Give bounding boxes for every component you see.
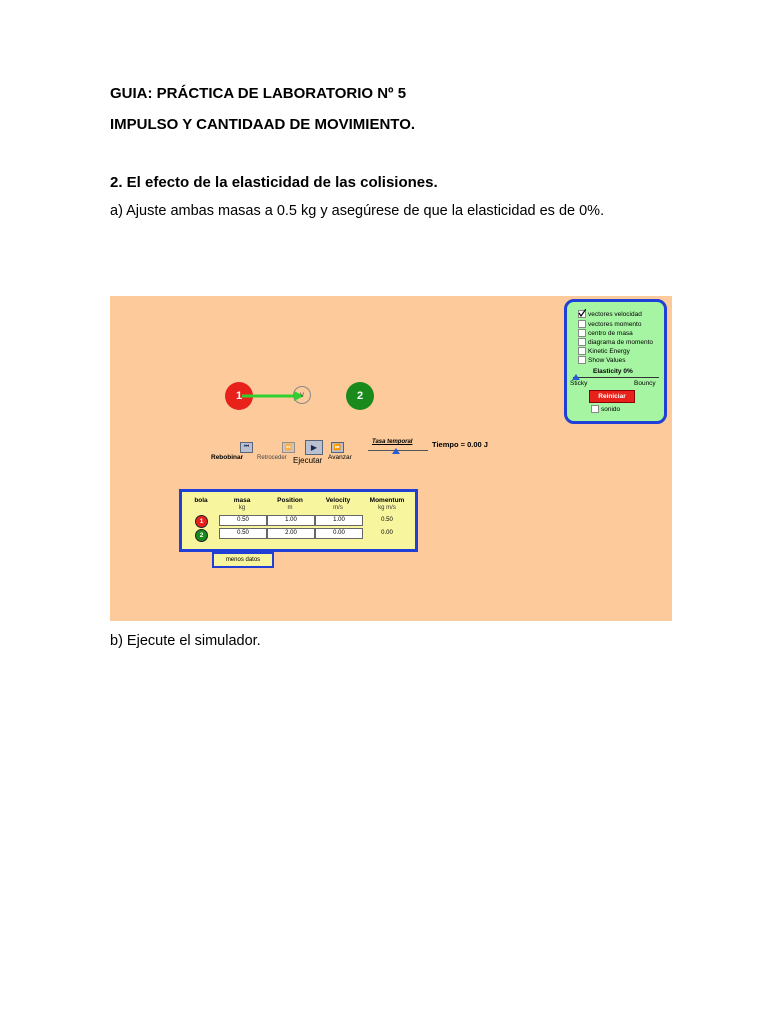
table-header: Velocity [325, 497, 351, 504]
table-unit: m/s [333, 505, 343, 511]
step-back-label: Retroceder [257, 455, 287, 461]
table-row-ball-2: 2 [195, 529, 208, 542]
option-center-of-mass[interactable]: centro de masa [578, 329, 633, 337]
checkbox[interactable] [578, 329, 586, 337]
velocity-handle[interactable]: v [293, 386, 311, 404]
checkbox[interactable] [578, 338, 586, 346]
table-header: masa [233, 497, 251, 504]
less-data-button[interactable]: menos datos [212, 552, 274, 568]
table-header: bola [194, 497, 208, 504]
play-icon: ▶ [310, 443, 318, 452]
momentum-1-value: 0.50 [381, 517, 393, 523]
elasticity-slider[interactable] [573, 377, 659, 378]
position-1-input[interactable]: 1.00 [267, 515, 315, 526]
step-b-text: b) Ejecute el simulador. [110, 633, 261, 649]
checkbox[interactable] [578, 356, 586, 364]
step-forward-label: Avanzar [328, 454, 352, 461]
option-show-values[interactable]: Show Values [578, 356, 625, 364]
rewind-button[interactable] [240, 442, 253, 453]
step-a-text: a) Ajuste ambas masas a 0.5 kg y asegúrese de que la elasticidad es de 0%. [110, 203, 605, 219]
collision-simulator [110, 296, 672, 621]
elasticity-label: Elasticity 0% [593, 368, 633, 375]
bouncy-label: Bouncy [634, 380, 656, 387]
sticky-label: Sticky [570, 380, 588, 387]
step-back-icon: ⏪ [284, 445, 293, 451]
ball-1[interactable]: 1 [225, 382, 253, 410]
checkbox[interactable] [578, 320, 586, 328]
data-table [179, 489, 418, 552]
checkbox[interactable] [578, 347, 586, 355]
checkbox-checked[interactable] [578, 310, 586, 318]
options-panel [564, 299, 667, 424]
step-forward-icon: ⏩ [333, 445, 342, 451]
table-header: Position [277, 497, 303, 504]
reset-button[interactable]: Reiniciar [589, 390, 635, 403]
table-unit: m [287, 505, 293, 511]
position-2-input[interactable]: 2.00 [267, 528, 315, 539]
doc-title: GUIA: PRÁCTICA DE LABORATORIO Nº 5 [110, 85, 407, 102]
play-label: Ejecutar [293, 456, 323, 465]
table-unit: kg m/s [378, 505, 396, 511]
ball-2[interactable]: 2 [346, 382, 374, 410]
mass-2-input[interactable]: 0.50 [219, 528, 267, 539]
table-row-ball-1: 1 [195, 515, 208, 528]
option-sound[interactable]: sonido [591, 405, 620, 413]
step-forward-button[interactable] [331, 442, 344, 453]
checkbox[interactable] [591, 405, 599, 413]
option-momentum-diagram[interactable]: diagrama de momento [578, 338, 653, 346]
time-readout: Tiempo = 0.00 J [432, 440, 488, 449]
velocity-1-input[interactable]: 1.00 [315, 515, 363, 526]
table-unit: kg [238, 505, 246, 511]
option-kinetic-energy[interactable]: Kinetic Energy [578, 347, 630, 355]
time-rate-thumb[interactable] [392, 448, 400, 454]
option-momentum-vectors[interactable]: vectores momento [578, 320, 641, 328]
velocity-2-input[interactable]: 0.00 [315, 528, 363, 539]
step-back-button[interactable] [282, 442, 295, 453]
rewind-icon: ⏮ [243, 444, 250, 450]
time-rate-label: Tasa temporal [372, 439, 413, 445]
option-velocity-vectors[interactable]: vectores velocidad [578, 310, 642, 318]
section-heading: 2. El efecto de la elasticidad de las colisiones. [110, 174, 438, 191]
play-button[interactable] [305, 440, 323, 455]
mass-1-input[interactable]: 0.50 [219, 515, 267, 526]
table-header: Momentum [369, 497, 405, 504]
doc-subtitle: IMPULSO Y CANTIDAAD DE MOVIMIENTO. [110, 116, 416, 133]
rewind-label: Rebobinar [211, 454, 244, 461]
momentum-2-value: 0.00 [381, 530, 393, 536]
